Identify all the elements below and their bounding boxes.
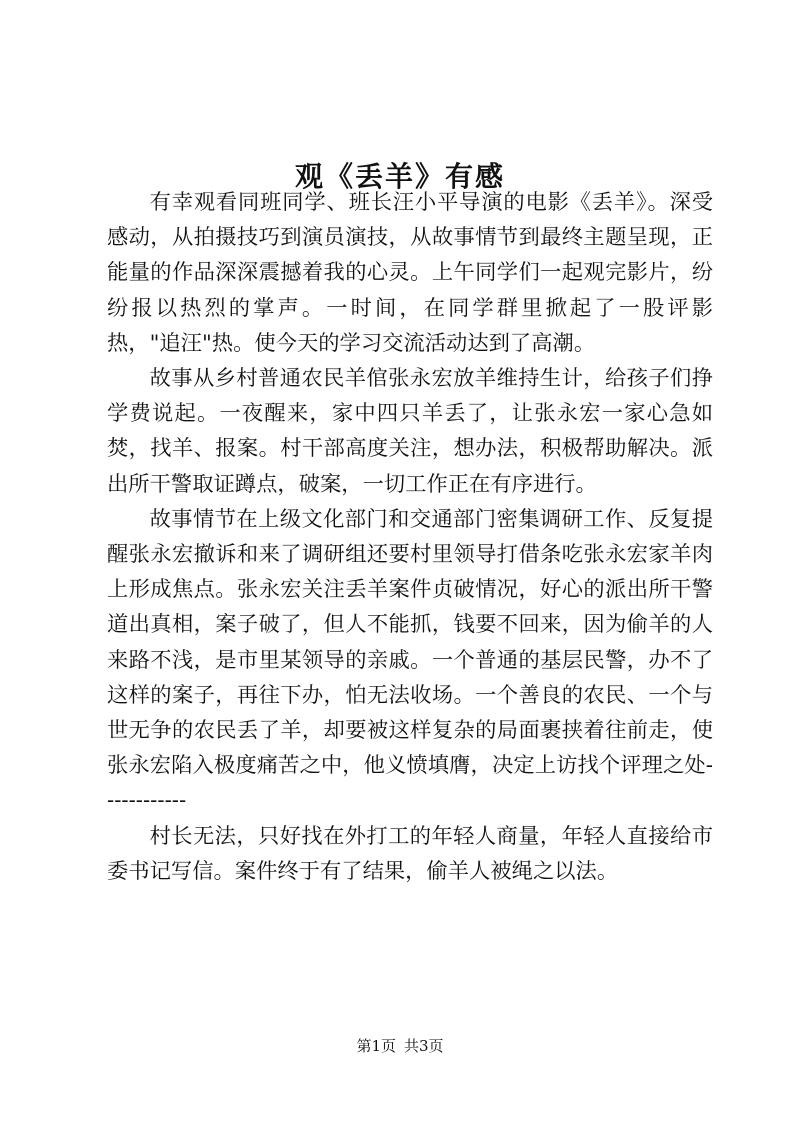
document-title: 观《丢羊》有感 (294, 159, 505, 193)
paragraph-1: 有幸观看同班同学、班长汪小平导演的电影《丢羊》。深受感动，从拍摄技巧到演员演技，从故事情节到最终主题呈现，正能量的作品深深震撼着我的心灵。上午同学们一起观完影片，纷纷报以热烈的掌声。一时间，在同学群里掀起了一股评影热，"追汪"热。使今天的学习交流活动达到了高潮。 (107, 190, 713, 356)
total-pages: 共3页 (404, 1037, 444, 1055)
page-number: 第1页 (356, 1037, 396, 1055)
paragraph-3: 故事情节在上级文化部门和交通部门密集调研工作、反复提醒张永宏撤诉和来了调研组还要村里领导打借条吃张永宏家羊肉上形成焦点。张永宏关注丢羊案件贞破情况，好心的派出所干警道出真相，案子破了，但人不能抓，钱要不回来，因为偷羊的人来路不浅，是市里某领导的亲戚。一个普通的基层民警，办不了这样的案子，再往下办，怕无法收场。一个善良的农民、一个与世无争的农民丢了羊，却要被这样复杂的局面裹挟着往前走，使张永宏陷入极度痛苦之中，他义愤填膺，决定上访找个评理之处------------ (107, 506, 713, 814)
document-body (107, 185, 713, 889)
paragraph-4: 村长无法，只好找在外打工的年轻人商量，年轻人直接给市委书记写信。案件终于有了结果，偷羊人被绳之以法。 (107, 823, 713, 884)
paragraph-2: 故事从乡村普通农民羊倌张永宏放羊维持生计，给孩子们挣学费说起。一夜醒来，家中四只羊丢了，让张永宏一家心急如焚，找羊、报案。村干部高度关注，想办法，积极帮助解决。派出所干警取证蹲点，破案，一切工作正在有序进行。 (107, 366, 713, 497)
page-footer (0, 1036, 800, 1056)
